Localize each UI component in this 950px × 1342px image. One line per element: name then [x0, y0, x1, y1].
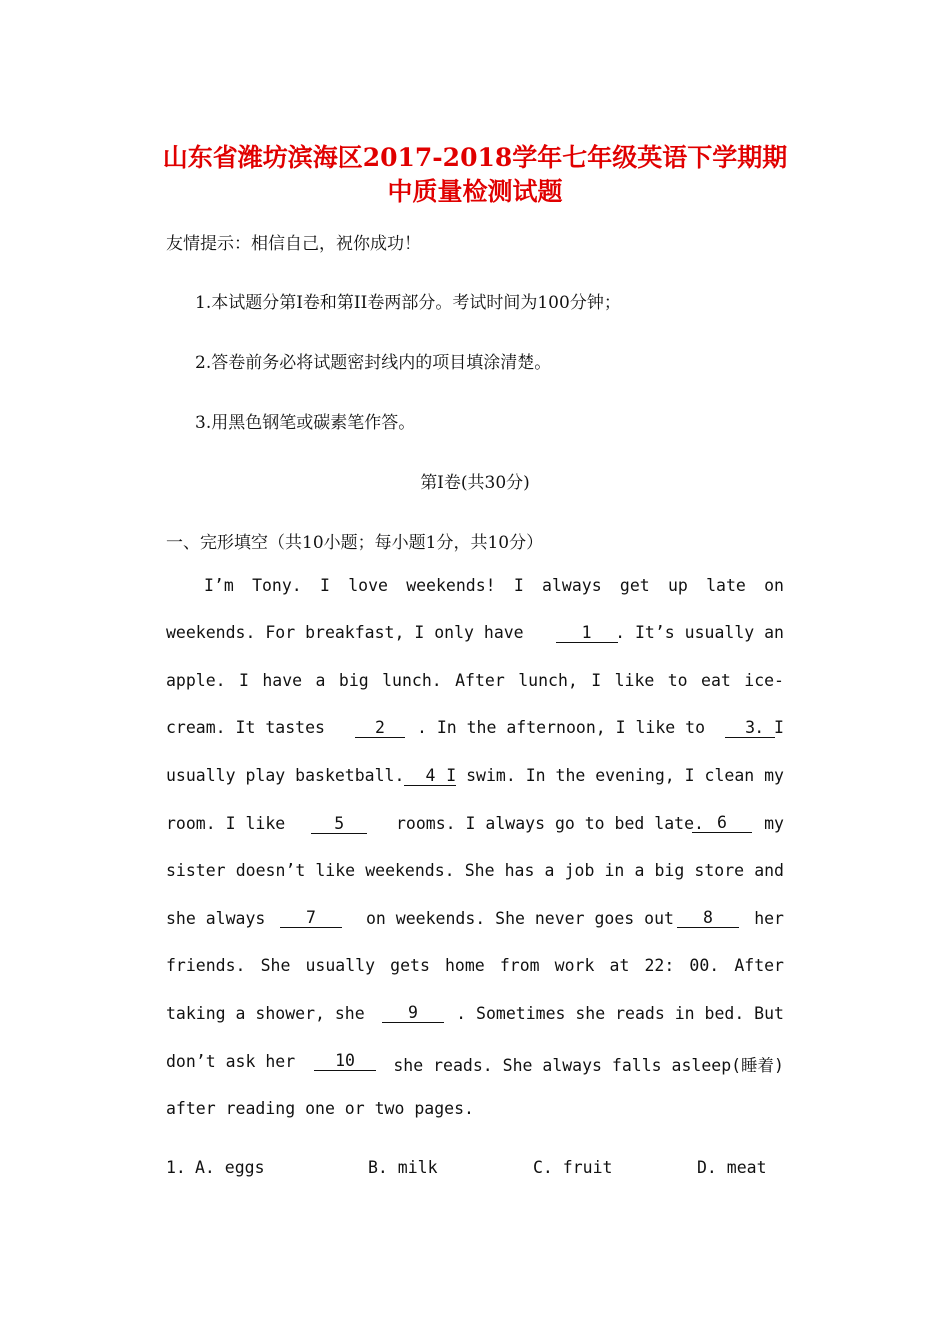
instruction-1: 1.本试题分第Ⅰ卷和第II卷两部分。考试时间为100分钟； — [195, 293, 621, 313]
blank-10: 10 — [314, 1052, 376, 1071]
passage-line-12: after reading one or two pages. — [166, 1099, 474, 1118]
passage-text: . Sometimes she reads in bed. But — [456, 1004, 784, 1023]
blank-3: 3 — [725, 719, 775, 738]
passage-text: . It’s usually an — [615, 623, 784, 642]
passage-text: usually play basketball. — [166, 766, 405, 785]
passage-line-9: friends. She usually gets home from work at 22: 00. After — [166, 956, 784, 975]
passage-line-6 — [166, 814, 784, 834]
question-1-option-d: D. meat — [697, 1158, 767, 1177]
passage-line-1: I’m Tony. I love weekends! I always get up late on — [204, 576, 784, 595]
passage-text: weekends. For breakfast, I only have — [166, 623, 524, 642]
question-1-option-b: B. milk — [368, 1158, 438, 1177]
instruction-2: 2.答卷前务必将试题密封线内的项目填涂清楚。 — [195, 353, 552, 373]
passage-line-7: sister doesn’t like weekends. She has a job in a big store and — [166, 861, 784, 880]
blank-7: 7 — [280, 909, 342, 928]
friendly-tip: 友情提示：相信自己，祝你成功！ — [166, 234, 421, 254]
passage-text: . In the afternoon, I like to — [416, 718, 706, 737]
passage-text: her — [754, 909, 784, 928]
passage-line-10 — [166, 1004, 784, 1023]
passage-text: . I — [754, 718, 784, 737]
passage-text: don’t ask her — [166, 1052, 296, 1071]
passage-text: I swim. In the evening, I clean my — [446, 766, 784, 785]
passage-line-3: apple. I have a big lunch. After lunch, I like to eat ice- — [166, 671, 784, 690]
blank-1: 1 — [556, 624, 618, 643]
instruction-3: 3.用黑色钢笔或碳素笔作答。 — [195, 413, 416, 433]
document-title-line-1: 山东省潍坊滨海区2017-2018学年七年级英语下学期期 — [162, 143, 788, 172]
question-1-option-a: A. eggs — [195, 1158, 265, 1177]
blank-5: 5 — [311, 815, 367, 834]
passage-text: room. I like — [166, 814, 286, 833]
question-1-option-c: C. fruit — [533, 1158, 613, 1177]
question-1-number: 1. — [166, 1158, 186, 1177]
passage-text: she reads. She always falls asleep(睡着) — [393, 1056, 784, 1075]
passage-text: taking a shower, she — [166, 1004, 365, 1023]
passage-line-5 — [166, 766, 784, 786]
passage-line-11 — [166, 1051, 784, 1075]
passage-text: rooms. I always go to bed late. — [396, 814, 704, 833]
part-heading: 一、完形填空（共10小题；每小题1分，共10分） — [166, 533, 544, 553]
blank-9: 9 — [382, 1004, 444, 1023]
passage-line-4 — [166, 718, 784, 738]
document-title-line-2: 中质量检测试题 — [387, 177, 563, 206]
blank-4: 4 — [404, 767, 456, 786]
passage-line-2 — [166, 623, 784, 643]
passage-text: cream. It tastes — [166, 718, 325, 737]
blank-6: 6 — [692, 814, 752, 833]
passage-text: she always — [166, 909, 266, 928]
blank-2: 2 — [355, 719, 405, 738]
passage-text: on weekends. She never goes out — [366, 909, 674, 928]
section-heading: 第Ⅰ卷(共30分) — [420, 473, 530, 493]
passage-line-8 — [166, 909, 784, 928]
blank-8: 8 — [677, 909, 739, 928]
passage-text: my — [764, 814, 784, 833]
